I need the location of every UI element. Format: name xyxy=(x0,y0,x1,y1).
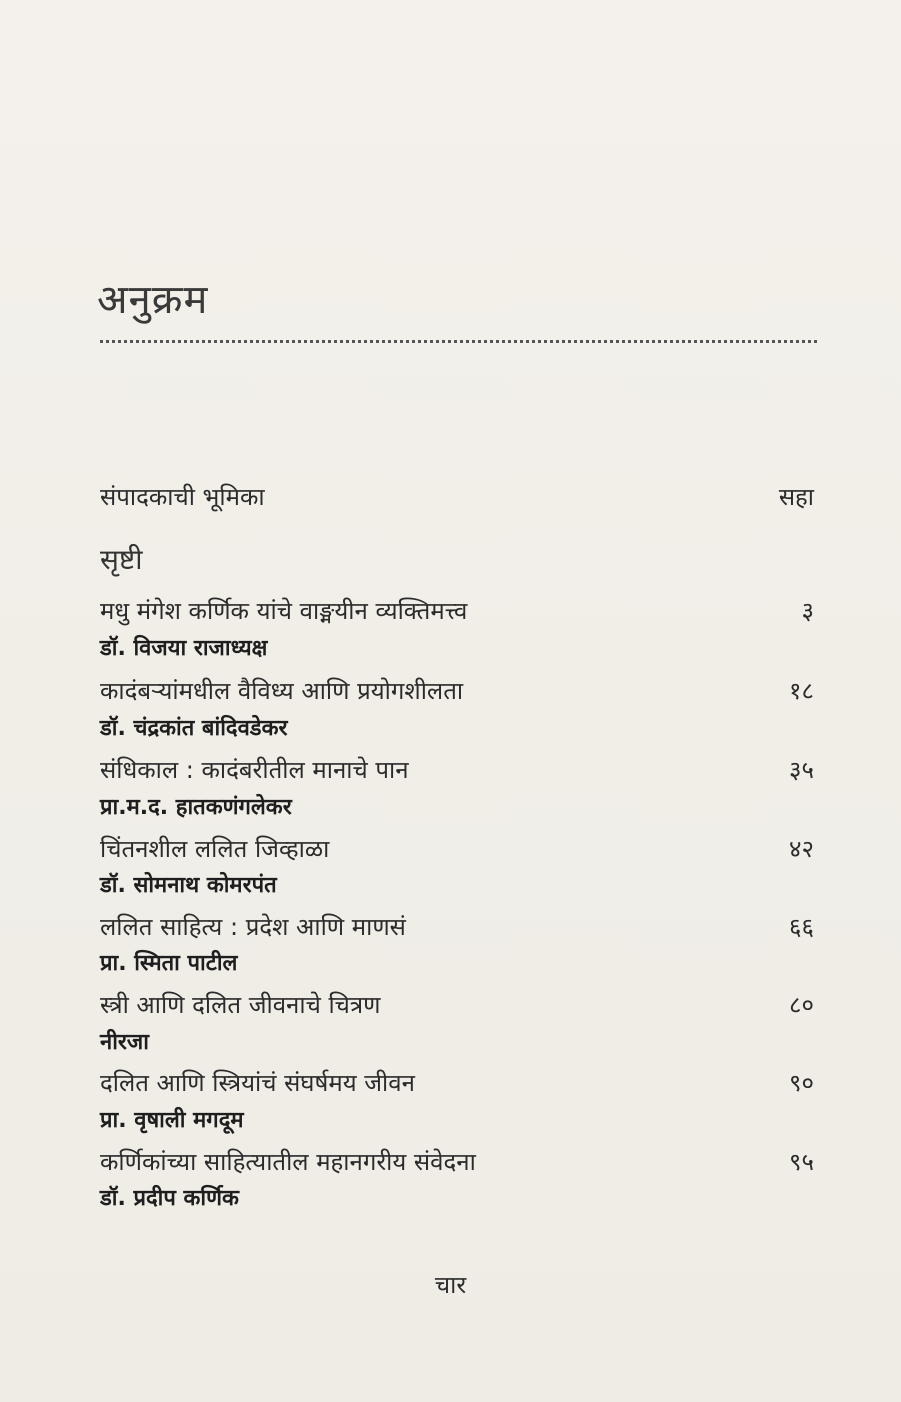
entry-title: संपादकाची भूमिका xyxy=(100,483,265,511)
toc-entry xyxy=(100,910,814,950)
toc-entry xyxy=(100,832,814,872)
entry-title: कादंबऱ्यांमधील वैविध्य आणि प्रयोगशीलता xyxy=(100,677,464,705)
dotted-divider xyxy=(100,340,817,343)
entry-author: प्रा. स्मिता पाटील xyxy=(100,951,238,976)
entry-page-number: सहा xyxy=(778,483,814,511)
section-title: सृष्टी xyxy=(100,543,143,576)
preface-entry xyxy=(100,480,814,520)
entry-page-number: ९० xyxy=(789,1069,814,1097)
entry-title: दलित आणि स्त्रियांचं संघर्षमय जीवन xyxy=(100,1069,415,1097)
footer-page-number: चार xyxy=(434,1271,467,1299)
entry-author: नीरजा xyxy=(100,1030,149,1055)
entry-title: चिंतनशील ललित जिव्हाळा xyxy=(100,835,330,863)
entry-author: डॉ. चंद्रकांत बांदिवडेकर xyxy=(100,716,288,741)
entry-page-number: ३ xyxy=(801,597,814,625)
entry-page-number: ८० xyxy=(789,991,814,1019)
toc-entry xyxy=(100,753,814,793)
entry-page-number: ३५ xyxy=(789,756,814,784)
entry-page-number: १८ xyxy=(789,677,814,705)
toc-entry xyxy=(100,1066,814,1106)
page-heading: अनुक्रम xyxy=(97,277,209,323)
toc-entry xyxy=(100,1145,814,1185)
entry-page-number: ६६ xyxy=(789,913,814,941)
entry-title: संधिकाल : कादंबरीतील मानाचे पान xyxy=(100,756,409,784)
toc-entry xyxy=(100,988,814,1028)
toc-entry xyxy=(100,594,814,634)
entry-author: डॉ. प्रदीप कर्णिक xyxy=(100,1186,239,1211)
entry-page-number: ४२ xyxy=(789,835,814,863)
entry-author: प्रा.म.द. हातकणंगलेकर xyxy=(100,795,292,820)
entry-title: ललित साहित्य : प्रदेश आणि माणसं xyxy=(100,913,406,941)
entry-title: स्त्री आणि दलित जीवनाचे चित्रण xyxy=(100,991,381,1019)
entry-author: डॉ. सोमनाथ कोमरपंत xyxy=(100,873,277,898)
entry-page-number: ९५ xyxy=(789,1148,814,1176)
entry-author: प्रा. वृषाली मगदूम xyxy=(100,1108,244,1133)
entry-title: कर्णिकांच्या साहित्यातील महानगरीय संवेदना xyxy=(100,1148,476,1176)
entry-title: मधु मंगेश कर्णिक यांचे वाङ्मयीन व्यक्तिमत्त्व xyxy=(100,597,468,625)
entry-author: डॉ. विजया राजाध्यक्ष xyxy=(100,636,268,661)
toc-entry xyxy=(100,674,814,714)
